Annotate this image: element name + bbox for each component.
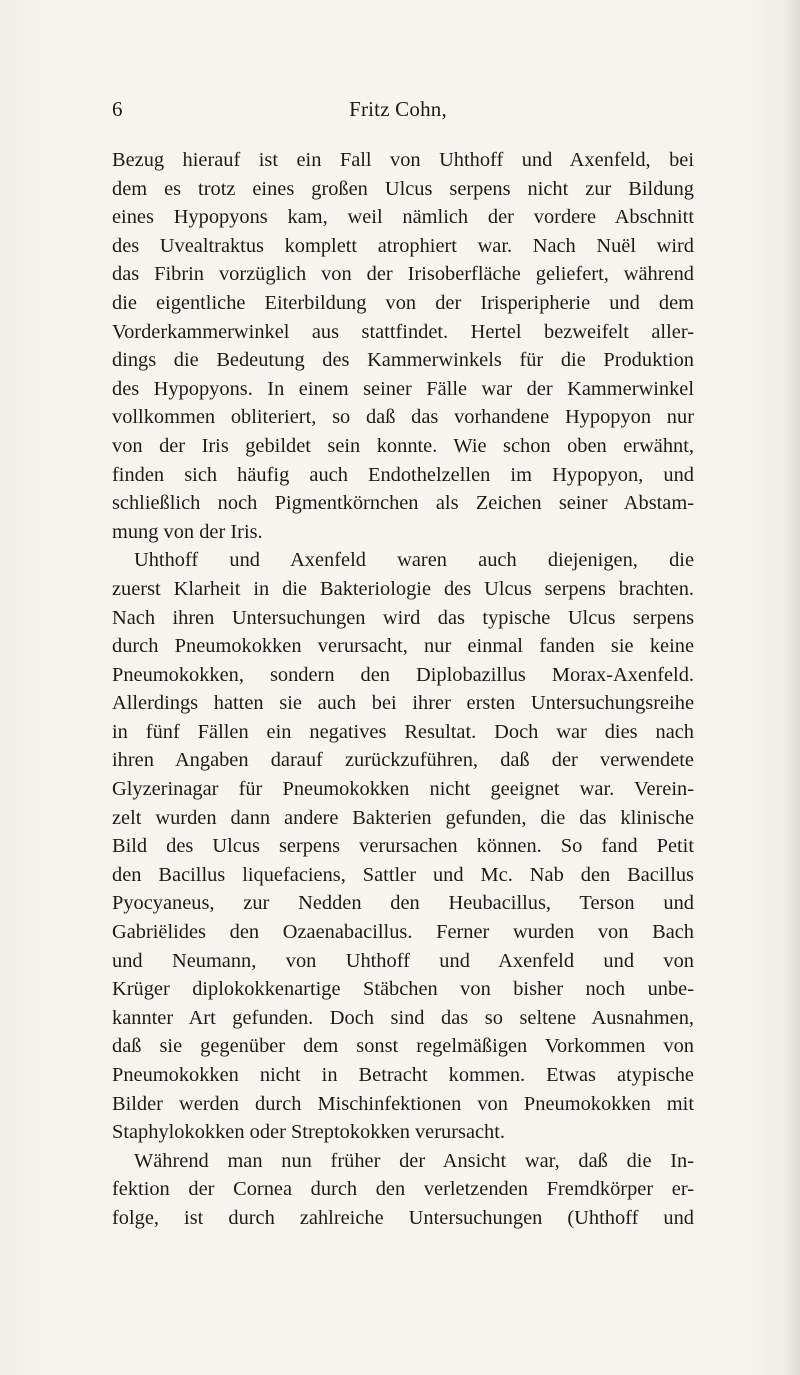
text-line: eines Hypopyons kam, weil nämlich der vordere Abschnitt: [112, 206, 694, 229]
text-line: kannter Art gefunden. Doch sind das so seltene Ausnahmen,: [112, 1006, 694, 1029]
text-line: fektion der Cornea durch den verletzenden Fremdkörper er-: [112, 1178, 694, 1201]
page-number: 6: [112, 97, 123, 121]
text-line: daß sie gegenüber dem sonst regelmäßigen Vorkommen von: [112, 1035, 694, 1058]
text-line: mung von der Iris.: [112, 520, 263, 543]
text-line: Bilder werden durch Mischinfektionen von Pneumokokken mit: [112, 1092, 694, 1115]
text-line: finden sich häufig auch Endothelzellen im Hypopyon, und: [112, 463, 694, 486]
text-line: Uhthoff und Axenfeld waren auch diejenigen, die: [134, 549, 694, 572]
text-line: zelt wurden dann andere Bakterien gefunden, die das klinische: [112, 806, 694, 829]
text-line: das Fibrin vorzüglich von der Irisoberfläche geliefert, während: [112, 263, 694, 286]
text-line: Glyzerinagar für Pneumokokken nicht geeignet war. Verein-: [112, 778, 694, 801]
text-line: Bezug hierauf ist ein Fall von Uhthoff und Axenfeld, bei: [112, 149, 694, 171]
text-line: den Bacillus liquefaciens, Sattler und Mc. Nab den Bacillus: [112, 863, 694, 886]
text-line: des Hypopyons. In einem seiner Fälle war der Kammerwinkel: [112, 377, 694, 400]
text-line: und Neumann, von Uhthoff und Axenfeld und von: [112, 949, 694, 972]
body-text: [112, 146, 694, 1233]
text-line: folge, ist durch zahlreiche Untersuchungen (Uhthoff und: [112, 1206, 694, 1229]
text-line: zuerst Klarheit in die Bakteriologie des Ulcus serpens brachten.: [112, 577, 694, 600]
running-head: Fritz Cohn,: [349, 97, 447, 121]
text-line: Nach ihren Untersuchungen wird das typische Ulcus serpens: [112, 606, 694, 629]
text-line: schließlich noch Pigmentkörnchen als Zeichen seiner Abstam-: [112, 492, 694, 515]
text-line: Krüger diplokokkenartige Stäbchen von bisher noch unbe-: [112, 978, 694, 1001]
text-line: die eigentliche Eiterbildung von der Irisperipherie und dem: [112, 291, 694, 314]
text-line: von der Iris gebildet sein konnte. Wie schon oben erwähnt,: [112, 434, 694, 457]
text-line: durch Pneumokokken verursacht, nur einmal fanden sie keine: [112, 635, 694, 658]
text-line: Gabriëlides den Ozaenabacillus. Ferner wurden von Bach: [112, 921, 694, 944]
text-line: Vorderkammerwinkel aus stattfindet. Hertel bezweifelt aller-: [112, 320, 694, 343]
text-line: ihren Angaben darauf zurückzuführen, daß der verwendete: [112, 749, 694, 772]
text-line: dem es trotz eines großen Ulcus serpens nicht zur Bildung: [112, 177, 694, 200]
text-line: Während man nun früher der Ansicht war, daß die In-: [134, 1149, 694, 1172]
text-line: vollkommen obliteriert, so daß das vorhandene Hypopyon nur: [112, 406, 694, 429]
text-line: Bild des Ulcus serpens verursachen können. So fand Petit: [112, 835, 694, 858]
text-line: dings die Bedeutung des Kammerwinkels für die Produktion: [112, 349, 694, 372]
text-line: Allerdings hatten sie auch bei ihrer ersten Untersuchungsreihe: [112, 692, 694, 715]
text-line: in fünf Fällen ein negatives Resultat. Doch war dies nach: [112, 720, 694, 743]
text-line: Pneumokokken, sondern den Diplobazillus Morax-Axenfeld.: [112, 663, 694, 686]
page-edge-shadow: [786, 0, 800, 1375]
text-line: Pneumokokken nicht in Betracht kommen. Etwas atypische: [112, 1064, 694, 1086]
text-line: Staphylokokken oder Streptokokken verursacht.: [112, 1121, 505, 1144]
text-line: des Uvealtraktus komplett atrophiert war. Nach Nuël wird: [112, 234, 694, 257]
text-line: Pyocyaneus, zur Nedden den Heubacillus, Terson und: [112, 892, 694, 915]
page-header: [112, 92, 684, 126]
